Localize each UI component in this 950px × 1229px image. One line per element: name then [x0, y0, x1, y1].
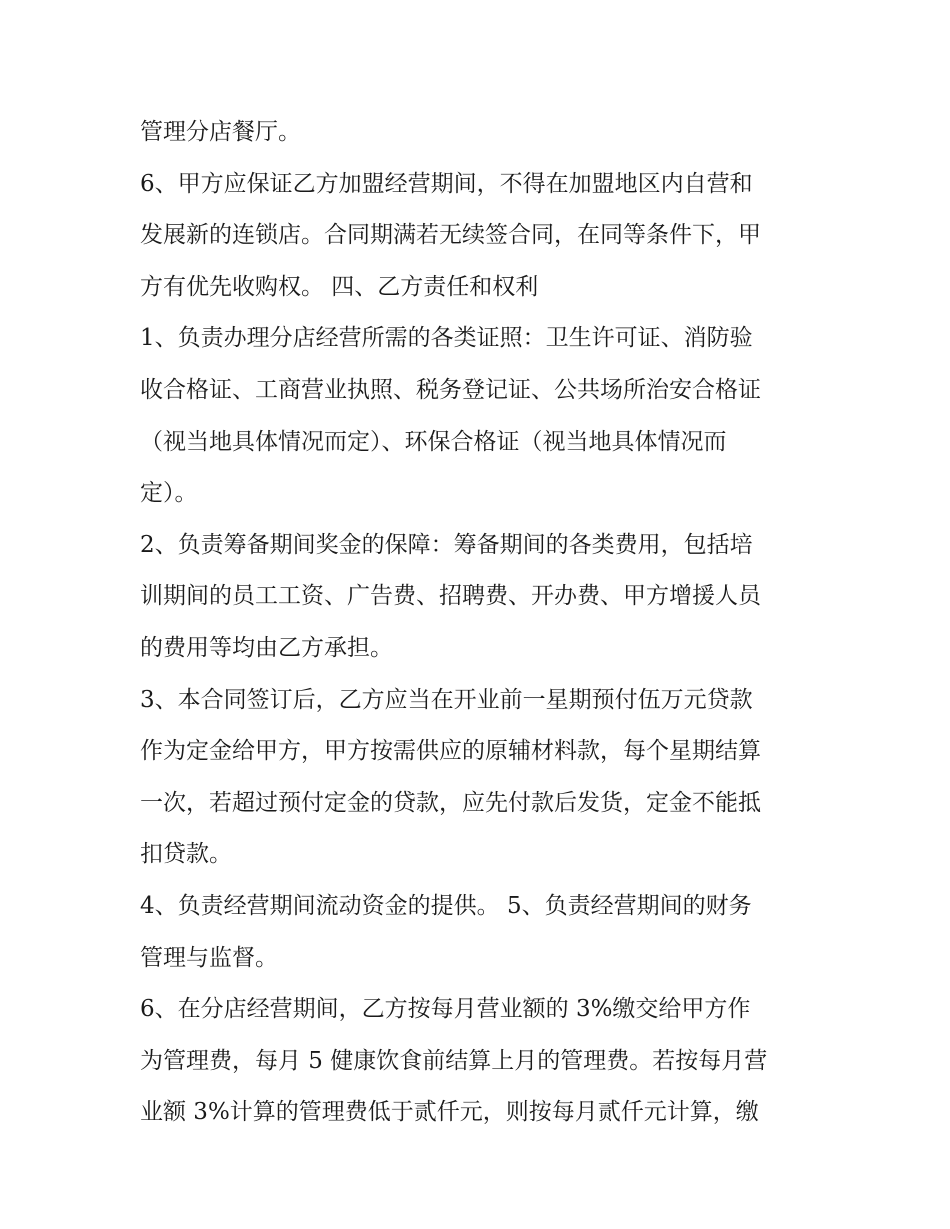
text-line: 方有优先收购权。 四、乙方责任和权利	[140, 273, 539, 300]
text-line: 管理分店餐厅。	[140, 119, 301, 145]
text-line: 4、负责经营期间流动资金的提供。 5、负责经营期间的财务	[140, 892, 752, 919]
text-line: 1、负责办理分店经营所需的各类证照：卫生许可证、消防验	[140, 325, 753, 352]
text-line: 6、在分店经营期间，乙方按每月营业额的 3%缴交给甲方作	[140, 996, 751, 1023]
text-line: （视当地具体情况而定）、环保合格证（视当地具体情况而	[140, 428, 727, 455]
text-line: 训期间的员工工资、广告费、招聘费、开办费、甲方增援人员	[140, 583, 761, 610]
text-line: 3、本合同签订后，乙方应当在开业前一星期预付伍万元贷款	[140, 686, 753, 713]
text-line: 收合格证、工商营业执照、税务登记证、公共场所治安合格证	[140, 376, 761, 403]
text-line: 扣贷款。	[140, 841, 232, 868]
text-line: 业额 3%计算的管理费低于贰仟元，则按每月贰仟元计算，缴	[140, 1099, 759, 1126]
text-line: 一次，若超过预付定金的贷款，应先付款后发货，定金不能抵	[140, 789, 761, 816]
text-line: 作为定金给甲方，甲方按需供应的原辅材料款，每个星期结算	[140, 738, 761, 765]
text-line: 的费用等均由乙方承担。	[140, 634, 393, 661]
text-line: 为管理费，每月 5 健康饮食前结算上月的管理费。若按每月营	[140, 1047, 768, 1074]
text-line: 管理与监督。	[140, 944, 278, 971]
text-line: 2、负责筹备期间奖金的保障：筹备期间的各类费用，包括培	[140, 531, 753, 558]
text-line: 发展新的连锁店。合同期满若无续签合同，在同等条件下，甲	[140, 222, 761, 249]
document-body	[140, 107, 820, 1139]
text-line: 6、甲方应保证乙方加盟经营期间，不得在加盟地区内自营和	[140, 170, 753, 197]
text-line: 定）。	[140, 480, 198, 507]
